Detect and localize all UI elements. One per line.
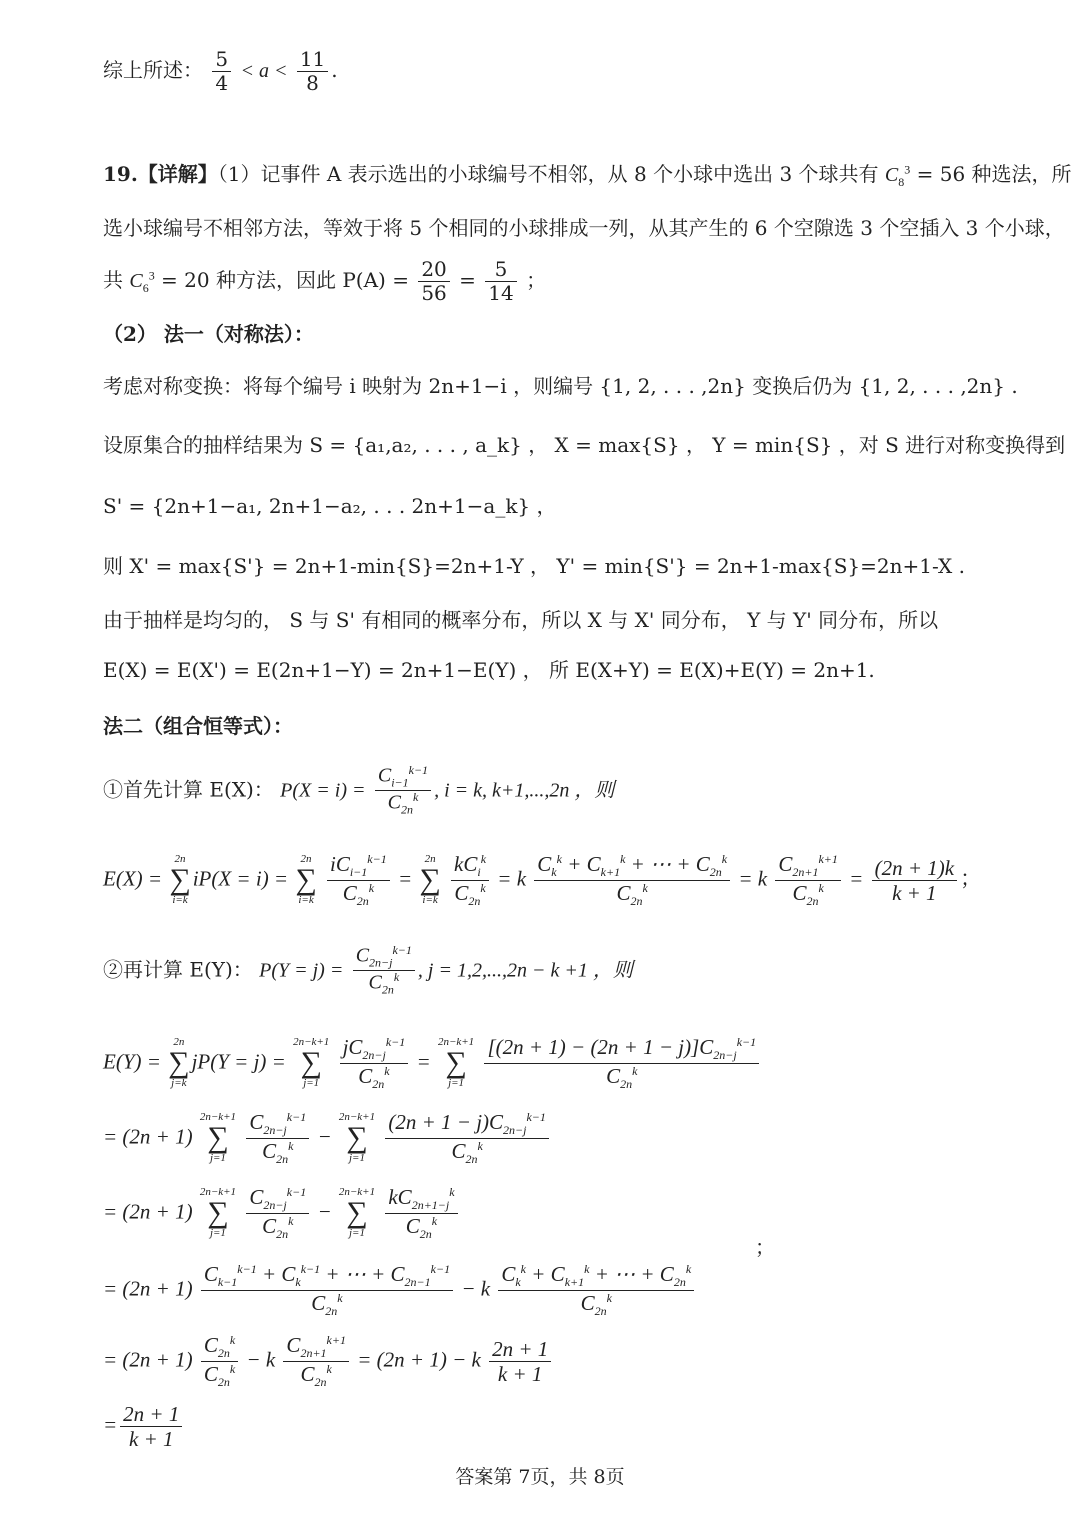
- fraction-px: $\frac{C_{i-1}^{k-1}}{C_{2n}^k}$: [375, 764, 431, 818]
- ey-line-5: = (2n + 1) $\frac{C_{2n}^k}{C_{2n}^k}$ − k $\frac{C_{2n+1}^{k+1}}{C_{2n}^k}$ = (2n + 1) − k $\frac{2n + 1}{k + 1}$: [103, 1333, 554, 1390]
- part2-heading: （2） 法一（对称法）：: [103, 322, 314, 346]
- ey-line-3: = (2n + 1) 2n−k+1 ∑ j=1 $\frac{C_{2n-j}^{k-1}}{C_{2n}^k}$ − 2n−k+1 ∑ j=1 $\frac{kC_{2n+1-j}^k}{C_{2n}^k}$: [103, 1185, 461, 1242]
- ey-line-4: = (2n + 1) $\frac{C_{k-1}^{k-1} + C_k^{k-1} + \cdots + C_{2n-1}^{k-1}}{C_{2n}^k}$ − k $\frac{C_k^k + C_{k+1}^k + \cdots + C_{2n}^k}{C_{2n}^k}$: [103, 1262, 697, 1319]
- fraction-5-4: $\frac{5}{4}$: [212, 48, 231, 95]
- sum-symbol: 2n ∑ i=k: [419, 853, 441, 907]
- symmetry-line-5: 由于抽样是均匀的， S 与 S' 有相同的概率分布，所以 X 与 X' 同分布， Y 与 Y' 同分布，所以: [103, 608, 939, 632]
- step1-tail: , i = k, k+1,...,2n ，则: [434, 779, 615, 802]
- step2-tail: , j = 1,2,...,2n − k +1 ，则: [417, 959, 633, 982]
- conclusion-label: 综上所述：: [103, 58, 203, 82]
- q19-text-1a: （1）记事件 A 表示选出的小球编号不相邻，从 8 个小球中选出 3 个球共有: [217, 162, 885, 186]
- ey-line-6: = $\frac{2n + 1}{k + 1}$: [103, 1402, 185, 1451]
- fraction-5-14: $\frac{5}{14}$: [485, 258, 516, 305]
- sum-symbol: 2n ∑ i=k: [169, 853, 191, 907]
- conclusion-line: 综上所述： $\frac{5}{4}$ < a < $\frac{11}{8}$ .: [103, 47, 338, 95]
- page-footer: 答案第 7页，共 8页: [455, 1466, 625, 1488]
- symmetry-line-2: 设原集合的抽样结果为 S = {a₁,a₂, . . . , a_k} ， X = max{S} ， Y = min{S} ，对 S 进行对称变换得到: [103, 433, 1066, 457]
- symmetry-line-1: 考虑对称变换：将每个编号 i 映射为 2n+1−i ，则编号 {1, 2, . . . ,2n} 变换后仍为 {1, 2, . . . ,2n} .: [103, 374, 1018, 398]
- q19-line-2: 选小球编号不相邻方法，等效于将 5 个相同的小球排成一列，从其产生的 6 个空隙选 3 个空插入 3 个小球，: [103, 216, 1065, 240]
- fraction-11-8: $\frac{11}{8}$: [297, 48, 328, 95]
- q19-text-3b: = 20 种方法，因此 P(A) =: [154, 268, 409, 292]
- fraction-py: $\frac{C_{2n-j}^{k-1}}{C_{2n}^k}$: [353, 944, 415, 998]
- q19-text-1b: = 56 种选法，所: [910, 162, 1072, 186]
- step1-label: ①首先计算 E(X)：: [103, 777, 274, 802]
- symmetry-line-6: E(X) = E(X') = E(2n+1−Y) = 2n+1−E(Y) ， 所 E(X+Y) = E(X)+E(Y) = 2n+1.: [103, 658, 875, 682]
- binomial-c83: $C_8^3$: [884, 162, 911, 189]
- fraction-20-56: $\frac{20}{56}$: [418, 258, 449, 305]
- symmetry-line-4: 则 X' = max{S'} = 2n+1-min{S}=2n+1-Y ， Y' = min{S'} = 2n+1-max{S}=2n+1-X .: [103, 554, 965, 578]
- q19-line-3: 共 $C_6^3 = 20$ 种方法，因此 P(A) = $\frac{20}{56}$ = $\frac{5}{14}$ ；: [103, 257, 547, 305]
- ey-line-2: = (2n + 1) 2n−k+1 ∑ j=1 $\frac{C_{2n-j}^{k-1}}{C_{2n}^k}$ − 2n−k+1 ∑ j=1 $\frac{(2n + 1 - j)C_{2n-j}^{k-1}}{C_{2n}^k}$: [103, 1110, 552, 1167]
- q19-title: 19.【详解】: [103, 162, 218, 186]
- ey-line-1: E(Y) = 2n ∑ j=k jP(Y = j) = 2n−k+1 ∑ j=1 $\frac{jC_{2n-j}^{k-1}}{C_{2n}^k}$ = 2n−k+1 ∑ j=1 $\frac{[(2n + 1) - (2n + 1 - j)]C_{2n-j}^{k-1}}{C_{2n}^k}$: [103, 1035, 762, 1092]
- symmetry-line-3: S' = {2n+1−a₁, 2n+1−a₂, . . . 2n+1−a_k} ，: [103, 494, 557, 518]
- q19-line-1: [103, 162, 1072, 189]
- step1-line: ①首先计算 E(X)： P(X = i) = $\frac{C_{i-1}^{k-1}}{C_{2n}^k}$ , i = k, k+1,...,2n ，则: [103, 763, 615, 818]
- method2-heading: 法二（组合恒等式）：: [103, 714, 293, 738]
- semicolon: ；: [960, 866, 982, 891]
- ey-semicolon: ；: [755, 1235, 775, 1259]
- q19-text-3a: 共: [103, 268, 130, 292]
- binomial-c63: $C_6^3$: [129, 268, 155, 295]
- step2-label: ②再计算 E(Y)：: [103, 957, 253, 982]
- step2-line: ②再计算 E(Y)： P(Y = j) = $\frac{C_{2n-j}^{k-1}}{C_{2n}^k}$ , j = 1,2,...,2n − k +1 ，则: [103, 943, 633, 998]
- ex-equation: E(X) = 2n ∑ i=k iP(X = i) = 2n ∑ i=k $\frac{iC_{i-1}^{k-1}}{C_{2n}^k}$ = 2n ∑ i=k $\frac{kC_i^k}{C_{2n}^k}$ = k $\frac{C_k^k + C_{k+1}^k + \cdots + C_{2n}^k}{C_{2n}^k}$ = k $\frac{C_{2n+1}^{k+1}}{C_{2n}^k}$ = $\frac{(2n + 1)k}{k + 1}$ ；: [103, 852, 982, 909]
- sum-symbol: 2n ∑ i=k: [295, 853, 317, 907]
